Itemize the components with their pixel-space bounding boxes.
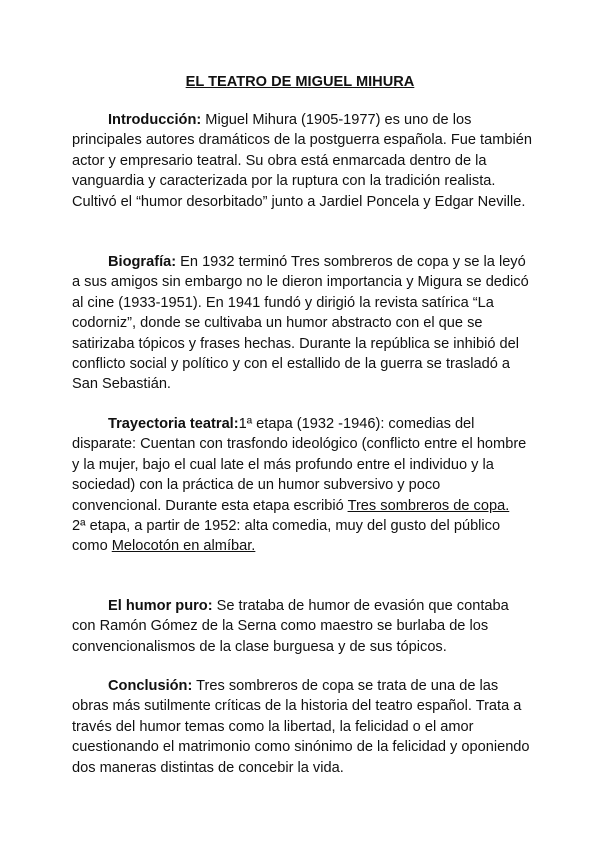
conclusion-heading: Conclusión: — [108, 678, 193, 694]
trayectoria-paragraph — [72, 414, 532, 557]
intro-text: Miguel Mihura (1905-1977) es uno de los principales autores dramáticos de la postguerra española. Fue también actor y empresario teatral. Su obra está enmarcada dentro de la vanguardia y caracterizada por la ruptura con la tradición realista. Cultivó el “humor desorbitado” junto a Jardiel Poncela y Edgar Neville. — [72, 112, 532, 210]
humor-heading: El humor puro: — [108, 598, 213, 614]
conclusion-paragraph — [72, 676, 532, 778]
document-title: EL TEATRO DE MIGUEL MIHURA — [185, 74, 415, 90]
bio-heading: Biografía: — [108, 254, 177, 270]
bio-text: En 1932 terminó Tres sombreros de copa y se la leyó a sus amigos sin embargo no le dieron importancia y Migura se dedicó al cine (1933-1951). En 1941 fundó y dirigió la revista satírica “La codorniz”, donde se cultivaba un humor abstracto con el que se satirizaba tópicos y frases hechas. Durante la república se inhibió del conflicto social y político y con el estallido de la guerra se trasladó a San Sebastián. — [72, 254, 529, 393]
bio-paragraph — [72, 252, 532, 395]
trayectoria-text-2: 2ª etapa, a partir de 1952: alta comedia, muy del gusto del público como — [72, 518, 501, 555]
humor-text: Se trataba de humor de evasión que contaba con Ramón Gómez de la Serna como maestro se burlaba de los convencionalismos de la clase burguesa y de sus tópicos. — [72, 598, 509, 655]
humor-paragraph — [72, 596, 532, 657]
trayectoria-work-1: Tres sombreros de copa. — [347, 497, 510, 514]
intro-paragraph — [72, 110, 532, 212]
trayectoria-text-1: 1ª etapa (1932 -1946): comedias del disparate: Cuentan con trasfondo ideológico (conflicto entre el hombre y la mujer, bajo el cual late el más profundo entre el individuo y la sociedad) con la práctica de un humor subversivo y poco convencional. Durante esta etapa escribió — [72, 416, 527, 514]
conclusion-text: Tres sombreros de copa se trata de una de las obras más sutilmente críticas de la historia del teatro español. Trata a través del humor temas como la libertad, la felicidad o el amor cuestionando el matrimonio como sinónimo de la felicidad y oponiendo dos maneras distintas de concebir la vida. — [72, 678, 530, 776]
intro-heading: Introducción: — [108, 112, 202, 128]
trayectoria-work-2: Melocotón en almíbar. — [111, 538, 256, 555]
trayectoria-heading: Trayectoria teatral: — [108, 416, 239, 432]
